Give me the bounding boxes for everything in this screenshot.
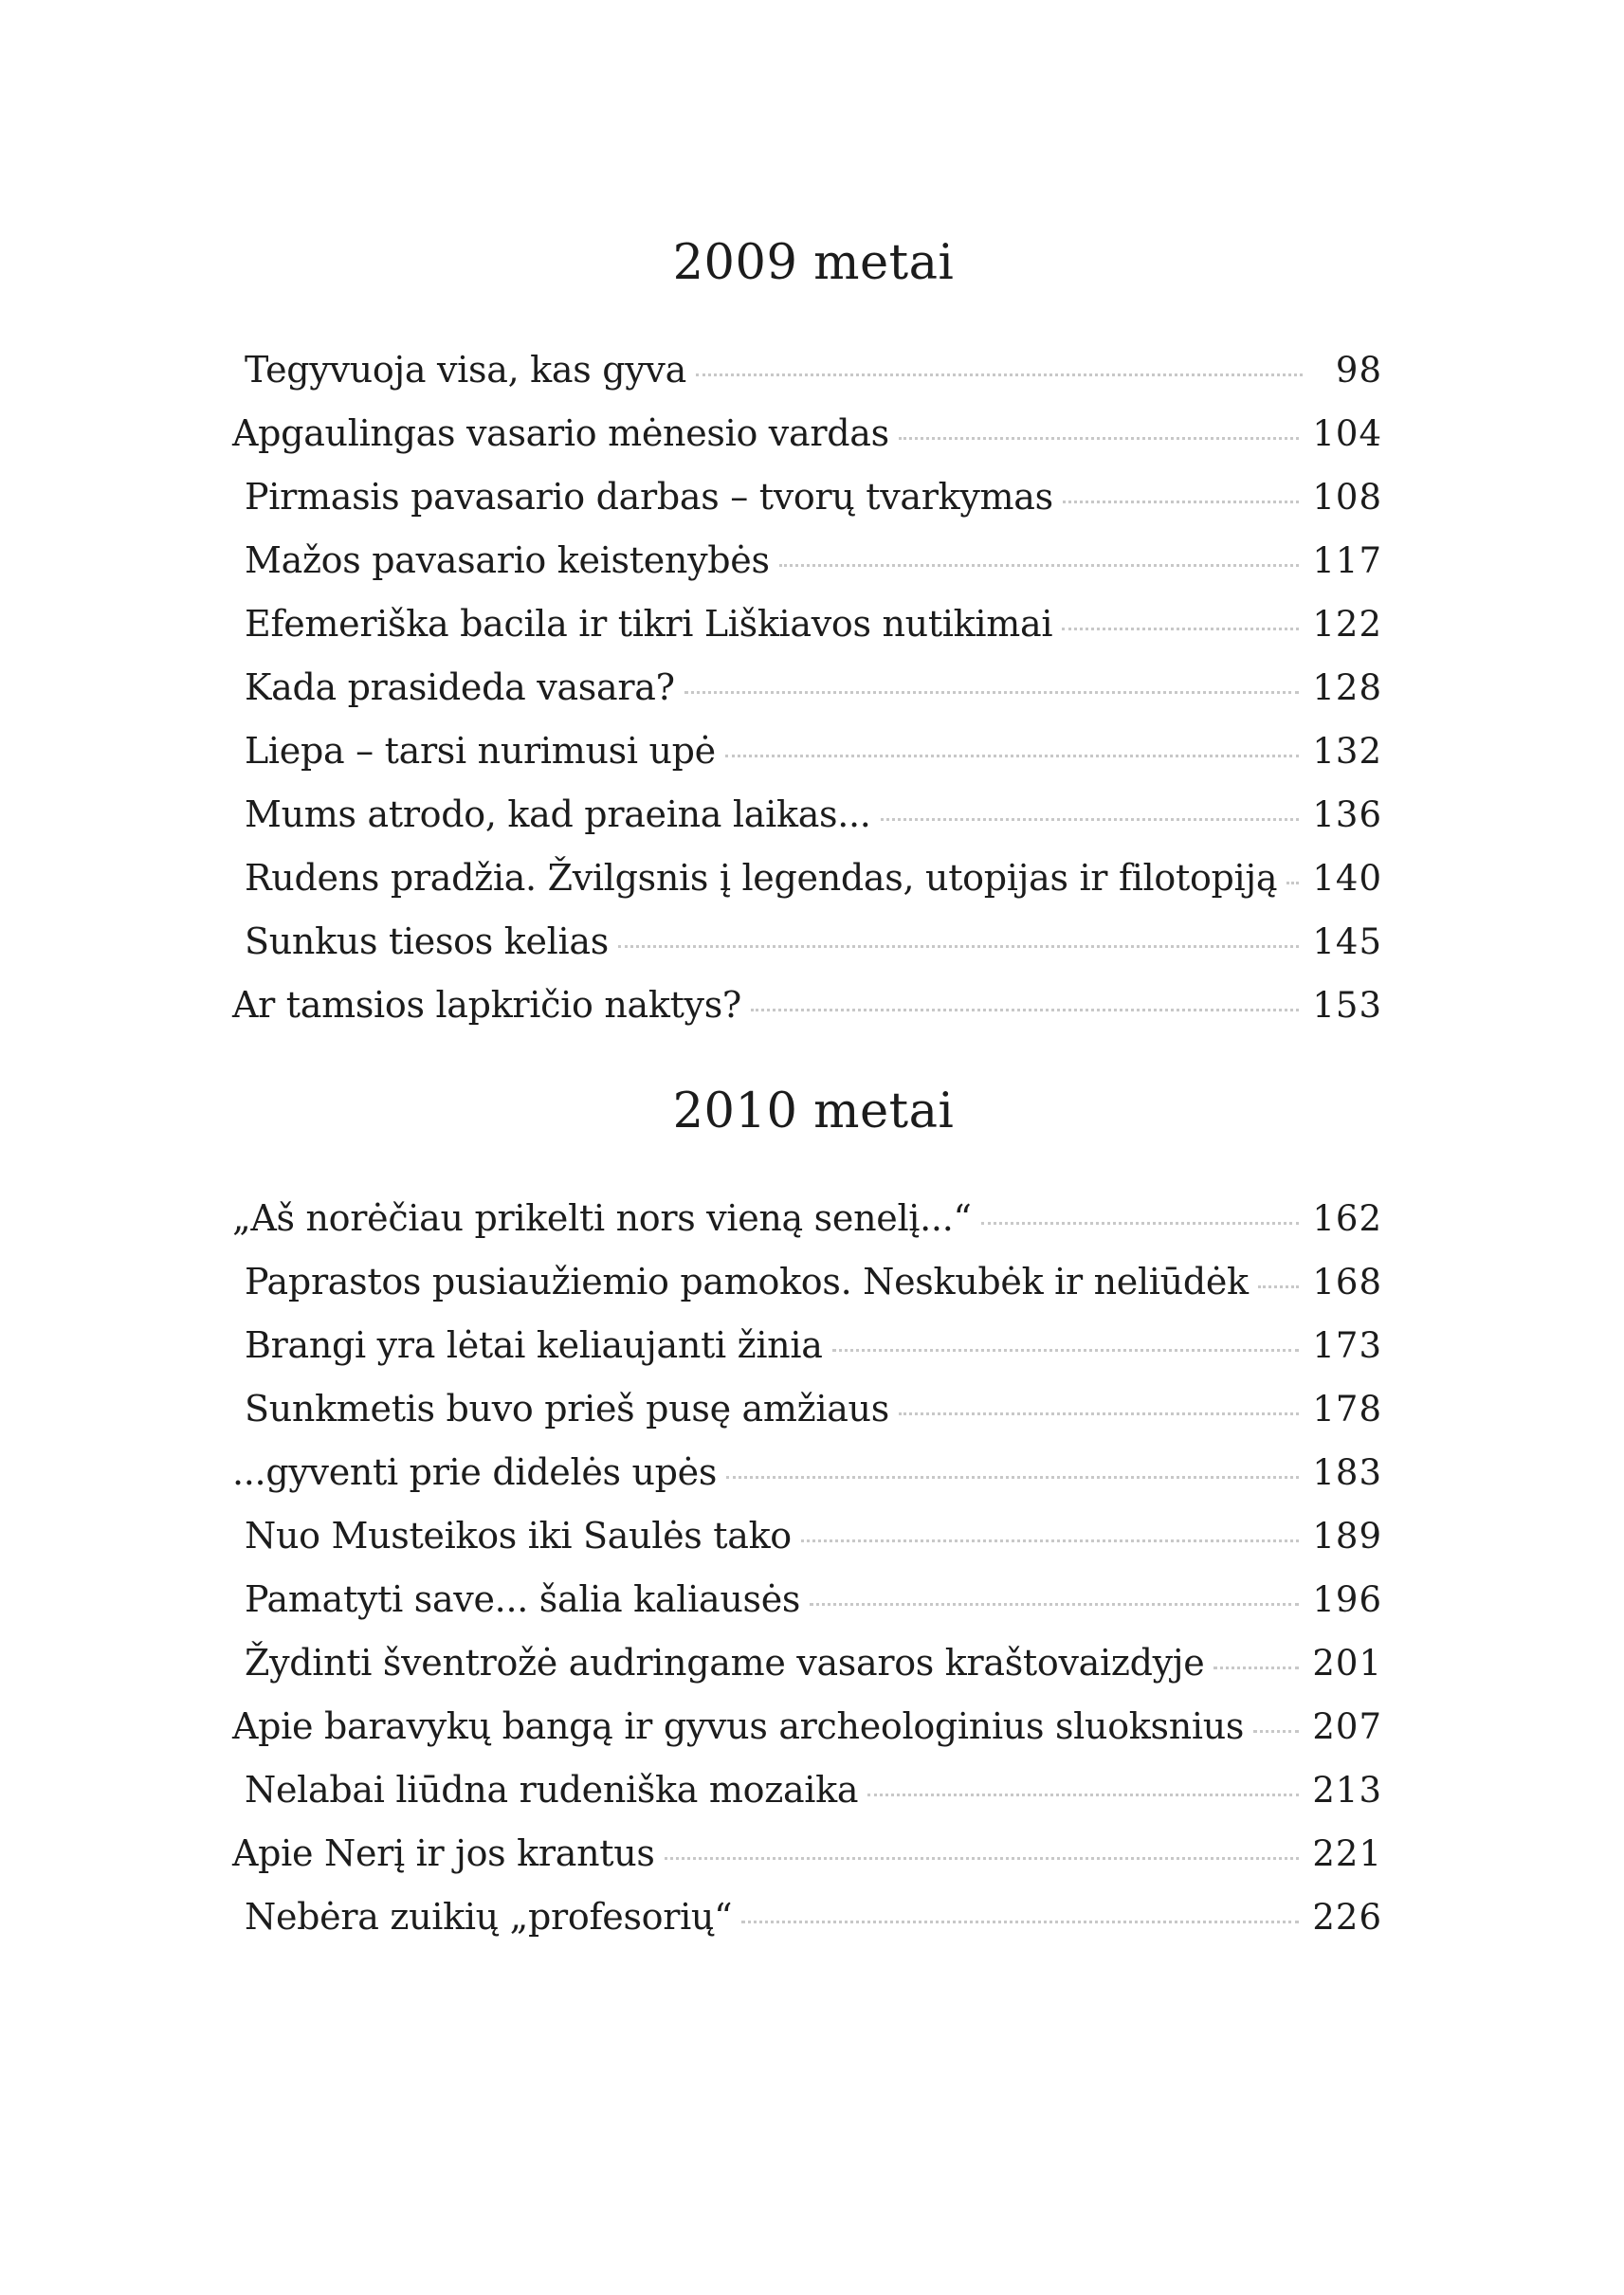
entry-page-number: 136 <box>1312 794 1382 835</box>
toc-entry[interactable] <box>245 656 1382 719</box>
dot-leader <box>751 1009 1299 1011</box>
entry-page-number: 122 <box>1312 604 1382 645</box>
dot-leader <box>867 1794 1299 1796</box>
dot-leader <box>726 1476 1299 1479</box>
entry-title: Pamatyti save... šalia kaliausės <box>245 1578 801 1620</box>
entry-title: Apie baravykų bangą ir gyvus archeologinius sluoksnius <box>232 1705 1245 1747</box>
toc-section-2009 <box>232 232 1382 1037</box>
entry-page-number: 140 <box>1312 858 1382 899</box>
dot-leader <box>899 437 1300 440</box>
dot-leader <box>741 1921 1299 1923</box>
entry-title: Liepa – tarsi nurimusi upė <box>245 730 716 772</box>
toc-list <box>232 338 1382 1037</box>
entry-title: Pirmasis pavasario darbas – tvorų tvarkymas <box>245 476 1053 518</box>
dot-leader <box>832 1349 1300 1352</box>
toc-entry[interactable] <box>245 1758 1382 1822</box>
dot-leader <box>981 1222 1300 1225</box>
dot-leader <box>1286 882 1299 884</box>
entry-title: Sunkus tiesos kelias <box>245 920 609 962</box>
entry-page-number: 213 <box>1312 1770 1382 1811</box>
entry-page-number: 132 <box>1312 731 1382 772</box>
entry-page-number: 168 <box>1312 1262 1382 1302</box>
toc-entry[interactable] <box>245 1568 1382 1631</box>
entry-title: Apie Nerį ir jos krantus <box>232 1832 655 1874</box>
dot-leader <box>801 1539 1299 1542</box>
dot-leader <box>1063 501 1300 503</box>
dot-leader <box>899 1412 1299 1415</box>
entry-page-number: 128 <box>1312 667 1382 708</box>
entry-title: Rudens pradžia. Žvilgsnis į legendas, utopijas ir filotopiją <box>245 857 1278 899</box>
entry-page-number: 98 <box>1335 350 1382 391</box>
entry-title: „Aš norėčiau prikelti nors vieną senelį...“ <box>232 1197 972 1239</box>
toc-entry[interactable] <box>232 1695 1382 1758</box>
dot-leader <box>881 818 1300 821</box>
dot-leader <box>696 373 1303 376</box>
entry-title: Mažos pavasario keistenybės <box>245 539 770 581</box>
toc-entry[interactable] <box>245 1250 1382 1314</box>
entry-title: ...gyventi prie didelės upės <box>232 1451 718 1493</box>
toc-entry[interactable] <box>245 1314 1382 1377</box>
toc-entry[interactable] <box>232 1441 1382 1504</box>
toc-entry[interactable] <box>245 1377 1382 1441</box>
toc-entry[interactable] <box>232 1187 1382 1250</box>
entry-page-number: 162 <box>1312 1198 1382 1239</box>
section-heading: 2010 metai <box>672 1084 955 1139</box>
entry-page-number: 183 <box>1312 1452 1382 1493</box>
dot-leader <box>618 945 1299 948</box>
dot-leader <box>1253 1730 1299 1733</box>
toc-entry[interactable] <box>245 1504 1382 1568</box>
dot-leader <box>684 691 1300 694</box>
entry-title: Žydinti šventrožė audringame vasaros kraštovaizdyje <box>245 1642 1205 1684</box>
dot-leader <box>1062 628 1299 630</box>
entry-page-number: 207 <box>1312 1706 1382 1747</box>
entry-title: Efemeriška bacila ir tikri Liškiavos nutikimai <box>245 603 1053 645</box>
toc-entry[interactable] <box>245 465 1382 529</box>
entry-title: Brangi yra lėtai keliaujanti žinia <box>245 1324 823 1366</box>
dot-leader <box>665 1857 1300 1860</box>
toc-section-2010 <box>232 1081 1382 1949</box>
toc-entry[interactable] <box>245 910 1382 974</box>
dot-leader <box>779 564 1300 567</box>
section-heading: 2009 metai <box>672 235 955 291</box>
entry-title: Nuo Musteikos iki Saulės tako <box>245 1515 792 1557</box>
entry-title: Sunkmetis buvo prieš pusę amžiaus <box>245 1388 889 1430</box>
entry-title: Kada prasideda vasara? <box>245 666 675 708</box>
toc-entry[interactable] <box>245 592 1382 656</box>
entry-page-number: 173 <box>1312 1325 1382 1366</box>
dot-leader <box>1213 1667 1299 1669</box>
toc-entry[interactable] <box>232 402 1382 465</box>
toc-entry[interactable] <box>245 1631 1382 1695</box>
entry-page-number: 226 <box>1312 1897 1382 1938</box>
dot-leader <box>725 755 1300 757</box>
entry-page-number: 201 <box>1312 1643 1382 1684</box>
entry-title: Nelabai liūdna rudeniška mozaika <box>245 1769 859 1811</box>
entry-title: Paprastos pusiaužiemio pamokos. Neskubėk ir neliūdėk <box>245 1261 1249 1302</box>
entry-page-number: 178 <box>1312 1389 1382 1430</box>
entry-title: Apgaulingas vasario mėnesio vardas <box>232 412 889 454</box>
dot-leader <box>810 1603 1299 1606</box>
entry-page-number: 196 <box>1312 1579 1382 1620</box>
entry-page-number: 108 <box>1312 477 1382 518</box>
toc-entry[interactable] <box>245 719 1382 783</box>
dot-leader <box>1258 1285 1300 1288</box>
entry-page-number: 145 <box>1312 921 1382 962</box>
entry-page-number: 153 <box>1312 985 1382 1026</box>
toc-list <box>232 1187 1382 1949</box>
entry-page-number: 104 <box>1312 413 1382 454</box>
entry-page-number: 221 <box>1312 1833 1382 1874</box>
toc-entry[interactable] <box>245 529 1382 592</box>
toc-entry[interactable] <box>232 1822 1382 1885</box>
entry-page-number: 189 <box>1312 1516 1382 1557</box>
toc-entry[interactable] <box>245 783 1382 847</box>
toc-entry[interactable] <box>232 974 1382 1037</box>
toc-entry[interactable] <box>245 338 1382 402</box>
entry-title: Ar tamsios lapkričio naktys? <box>232 984 741 1026</box>
toc-entry[interactable] <box>245 1885 1382 1949</box>
entry-title: Tegyvuoja visa, kas gyva <box>245 349 686 391</box>
entry-title: Mums atrodo, kad praeina laikas... <box>245 793 871 835</box>
entry-title: Nebėra zuikių „profesorių“ <box>245 1896 733 1938</box>
toc-entry[interactable] <box>245 847 1382 910</box>
entry-page-number: 117 <box>1312 540 1382 581</box>
